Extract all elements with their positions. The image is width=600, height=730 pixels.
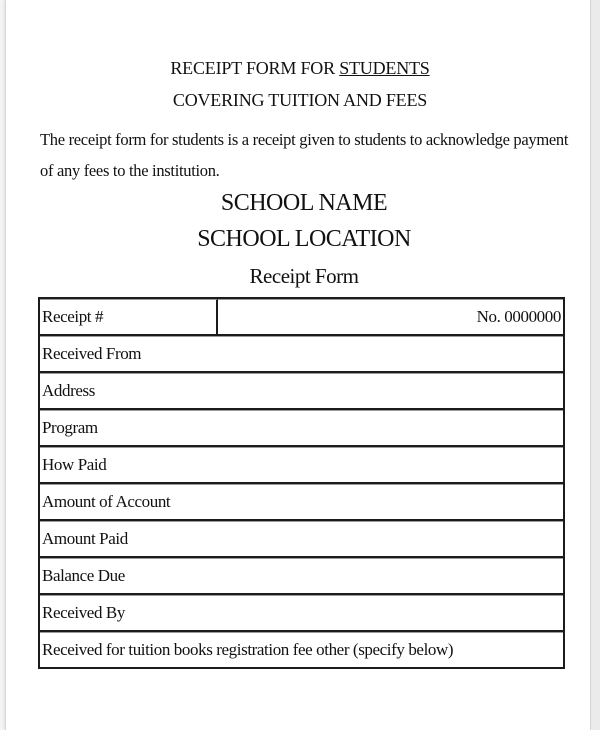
row-how-paid: How Paid [40,447,563,484]
table-row [40,336,563,373]
form-title: Receipt Form [249,264,359,288]
receipt-table [38,297,565,669]
row-amount-paid: Amount Paid [40,521,563,558]
table-row [40,558,563,595]
receipt-label: Receipt # [40,299,218,336]
table-row [40,521,563,558]
title-underlined-word: STUDENTS [339,58,430,78]
table-row [40,410,563,447]
table-row [40,373,563,410]
table-row [40,484,563,521]
scrollbar[interactable] [592,0,600,730]
document-title-line1 [0,58,600,79]
school-name: SCHOOL NAME [220,190,388,216]
document-title-line2: COVERING TUITION AND FEES [172,90,428,110]
row-program: Program [40,410,563,447]
table-row [40,447,563,484]
title-prefix: RECEIPT FORM FOR [170,58,340,78]
row-amount-of-account: Amount of Account [40,484,563,521]
row-received-for: Received for tuition books registration fee other (specify below) [40,632,563,667]
receipt-number: No. 0000000 [218,299,563,336]
row-address: Address [40,373,563,410]
table-row [40,632,563,667]
school-location: SCHOOL LOCATION [197,226,411,252]
receipt-number-row [40,299,563,336]
row-received-from: Received From [40,336,563,373]
row-balance-due: Balance Due [40,558,563,595]
table-row [40,595,563,632]
row-received-by: Received By [40,595,563,632]
description-paragraph: The receipt form for students is a receipt given to students to acknowledge payment of any fees to the institution. [40,130,569,180]
